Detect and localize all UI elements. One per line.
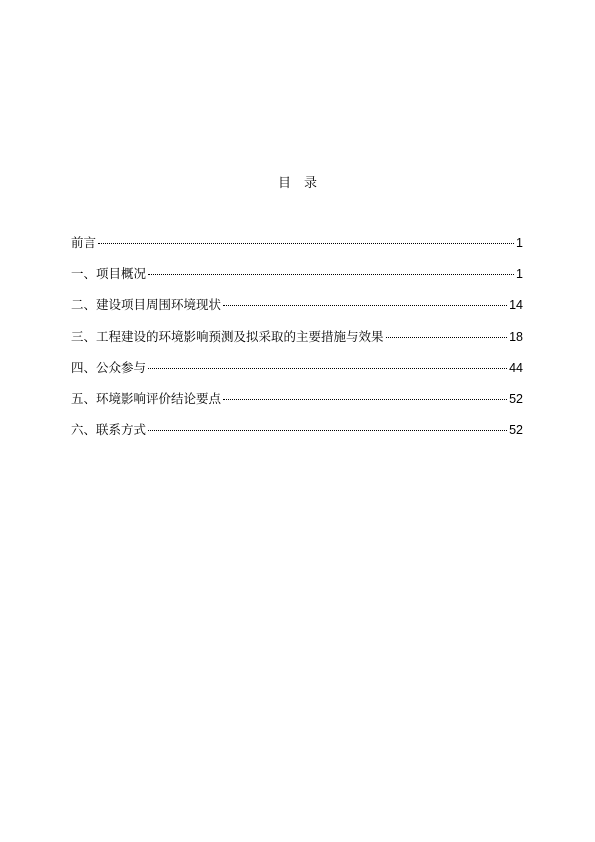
toc-entry-page: 1 (516, 236, 523, 250)
toc-entry-assessment-conclusions[interactable] (71, 389, 523, 420)
toc-dot-leader (223, 399, 507, 400)
toc-entry-page: 18 (509, 329, 523, 344)
toc-entry-page: 44 (509, 360, 523, 375)
toc-entry-contact-info[interactable] (71, 420, 523, 451)
toc-entry-label: 二、建设项目周围环境现状 (71, 297, 222, 313)
toc-dot-leader (148, 430, 507, 431)
toc-entry-project-overview[interactable] (71, 264, 523, 295)
toc-dot-leader (386, 337, 508, 338)
toc-entry-page: 52 (509, 423, 523, 438)
table-of-contents (71, 233, 523, 451)
toc-entry-public-participation[interactable] (71, 358, 523, 389)
toc-entry-label: 一、项目概况 (71, 266, 147, 282)
toc-title: 目 录 (277, 176, 317, 191)
toc-entry-page: 52 (509, 391, 523, 406)
toc-entry-preface[interactable] (71, 233, 523, 264)
toc-entry-impact-prediction[interactable] (71, 327, 523, 358)
toc-dot-leader (98, 243, 514, 244)
toc-entry-label: 五、环境影响评价结论要点 (71, 390, 222, 406)
toc-entry-page: 14 (509, 298, 523, 313)
toc-entry-label: 前言 (71, 235, 97, 250)
toc-entry-page: 1 (516, 267, 523, 282)
toc-entry-label: 六、联系方式 (71, 422, 147, 438)
toc-entry-label: 三、工程建设的环境影响预测及拟采取的主要措施与效果 (71, 328, 384, 344)
toc-entry-label: 四、公众参与 (71, 359, 147, 375)
toc-entry-environment-status[interactable] (71, 295, 523, 326)
toc-dot-leader (148, 274, 514, 275)
toc-dot-leader (148, 368, 507, 369)
toc-dot-leader (223, 305, 507, 306)
